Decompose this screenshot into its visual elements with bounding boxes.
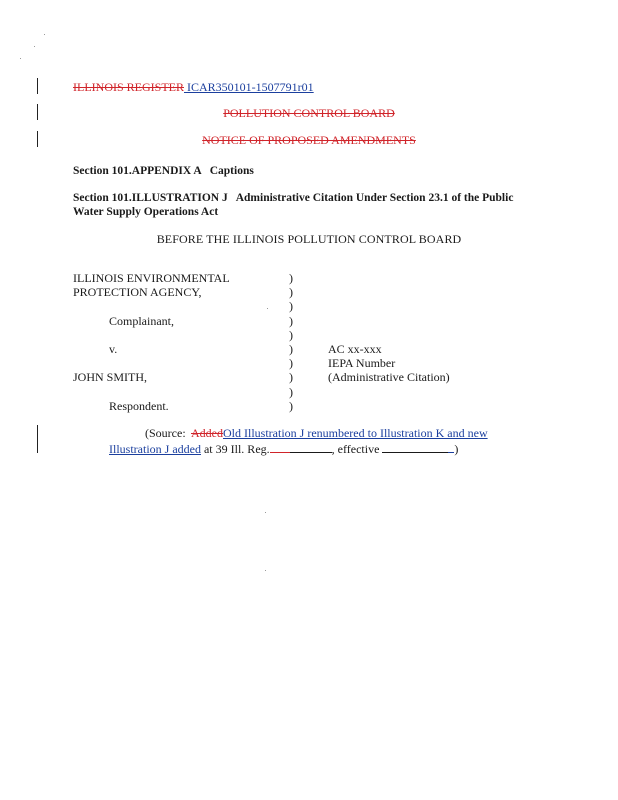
source-middle: at 39 Ill. Reg. <box>200 441 270 456</box>
illustration-heading <box>73 191 553 219</box>
effective-date-blank <box>382 441 448 453</box>
caption-row <box>73 370 493 384</box>
caption-paren: ) <box>289 299 293 314</box>
caption-paren: ) <box>289 370 293 385</box>
source-note-line1 <box>109 426 529 441</box>
versus-label: v. <box>109 341 118 356</box>
source-inserted-line2: Illustration J added <box>109 441 201 456</box>
change-bar-source <box>37 425 38 453</box>
respondent-role: Respondent. <box>109 398 169 413</box>
case-caption <box>73 271 493 413</box>
court-title: BEFORE THE ILLINOIS POLLUTION CONTROL BOARD <box>156 232 462 246</box>
caption-row <box>73 342 493 356</box>
complainant-role: Complainant, <box>109 313 174 328</box>
register-page-blank <box>290 441 332 453</box>
register-page-blank-deleted <box>270 441 290 453</box>
source-close: ) <box>454 441 459 456</box>
illustration-heading-line1: Section 101.ILLUSTRATION J Administrative Citation Under Section 23.1 of the Public <box>73 192 514 204</box>
source-open: (Source: <box>145 426 191 440</box>
caption-row <box>73 385 493 399</box>
scan-speck <box>265 570 266 571</box>
complainant-name-line2: PROTECTION AGENCY, <box>73 285 202 300</box>
caption-row <box>73 399 493 413</box>
scan-speck <box>267 308 268 309</box>
caption-paren: ) <box>289 285 293 300</box>
source-note-line2 <box>109 441 529 457</box>
board-header: POLLUTION CONTROL BOARD <box>223 106 395 120</box>
change-bar-register <box>37 78 38 94</box>
caption-paren: ) <box>289 398 293 413</box>
scan-speck <box>265 512 266 513</box>
caption-row <box>73 356 493 370</box>
respondent-name: JOHN SMITH, <box>73 370 148 385</box>
caption-row <box>73 285 493 299</box>
caption-row <box>73 314 493 328</box>
caption-row <box>73 299 493 313</box>
register-header <box>73 80 314 94</box>
caption-paren: ) <box>289 313 293 328</box>
caption-paren: ) <box>289 384 293 399</box>
case-number: AC xx-xxx <box>328 341 382 356</box>
illustration-heading-line2: Water Supply Operations Act <box>73 206 219 218</box>
caption-paren: ) <box>289 356 293 371</box>
register-deleted-text: ILLINOIS REGISTER <box>73 80 184 94</box>
appendix-heading: Section 101.APPENDIX A Captions <box>73 165 254 177</box>
caption-paren: ) <box>289 341 293 356</box>
caption-paren: ) <box>289 327 293 342</box>
source-inserted-line1: Old Illustration J renumbered to Illustration K and new <box>223 426 488 440</box>
source-deleted-word: Added <box>191 426 223 440</box>
scan-speck <box>44 34 45 35</box>
citation-type: (Administrative Citation) <box>328 370 450 385</box>
notice-header: NOTICE OF PROPOSED AMENDMENTS <box>202 133 416 147</box>
scan-speck <box>34 46 35 47</box>
source-note <box>109 426 529 456</box>
caption-paren: ) <box>289 271 293 285</box>
complainant-name-line1: ILLINOIS ENVIRONMENTAL <box>73 271 230 285</box>
caption-row <box>73 271 493 285</box>
caption-row <box>73 328 493 342</box>
register-inserted-text: ICAR350101-1507791r01 <box>187 80 314 94</box>
source-effective: , effective <box>331 441 383 456</box>
agency-number: IEPA Number <box>328 356 396 371</box>
scan-speck <box>20 58 21 59</box>
